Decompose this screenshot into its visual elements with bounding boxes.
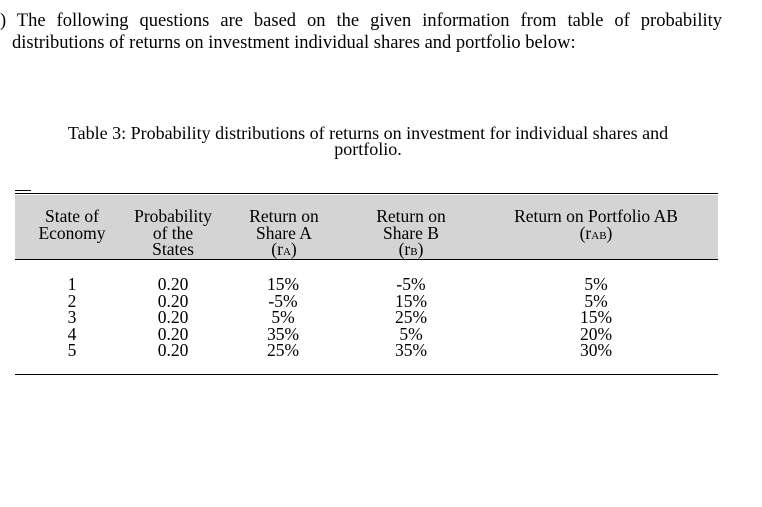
header-return-share-a xyxy=(236,208,332,261)
header-share-b-line-2: Share B xyxy=(383,222,439,243)
symbol-close: ) xyxy=(290,239,297,259)
column-portfolio xyxy=(567,276,625,359)
cell-probability: 0.20 xyxy=(157,340,189,360)
header-probability xyxy=(124,208,222,258)
cell-state: 3 xyxy=(67,307,77,327)
cell-share-b: 25% xyxy=(394,307,428,327)
caption-line-1: Table 3: Probability distributions of returns on investment for individual shares and xyxy=(67,123,669,143)
intro-line-1: ) The following questions are based on the given information from table of probability xyxy=(0,11,722,31)
header-state-line-2: Economy xyxy=(38,222,106,243)
symbol-close: ) xyxy=(417,239,424,259)
header-return-portfolio xyxy=(496,208,696,244)
header-prob-line-3: States xyxy=(152,239,194,259)
cell-share-b: 35% xyxy=(394,340,428,360)
symbol-sub-a: A xyxy=(282,246,291,258)
symbol-sub-b: B xyxy=(410,246,418,258)
column-state xyxy=(58,276,86,359)
header-prob-line-1: Probability xyxy=(134,206,212,226)
cell-portfolio: 5% xyxy=(584,274,608,294)
column-share-b xyxy=(382,276,440,359)
cell-share-a: 15% xyxy=(266,274,300,294)
header-portfolio-symbol xyxy=(496,222,696,245)
symbol-r: (r xyxy=(579,222,592,243)
header-share-a-symbol xyxy=(236,241,332,261)
symbol-sub-ab: AB xyxy=(591,229,607,242)
intro-paragraph xyxy=(0,10,722,54)
cell-probability: 0.20 xyxy=(157,323,189,344)
header-state-line-1: State of xyxy=(45,206,99,226)
caption-line-2: portfolio. xyxy=(334,139,402,159)
cell-state: 2 xyxy=(67,290,77,311)
cell-share-a: 25% xyxy=(266,340,300,360)
table-caption xyxy=(38,125,698,157)
header-share-a-line-2: Share A xyxy=(256,222,312,243)
header-share-b-symbol xyxy=(362,241,460,261)
symbol-close: ) xyxy=(606,222,613,243)
symbol-r: (r xyxy=(271,239,283,259)
cell-share-a: 35% xyxy=(266,323,300,344)
header-return-share-b xyxy=(362,208,460,261)
header-portfolio-line-1: Return on Portfolio AB xyxy=(514,206,678,226)
symbol-r: (r xyxy=(398,239,411,259)
cell-state: 4 xyxy=(67,323,77,344)
cell-state: 1 xyxy=(67,274,77,294)
table-top-rule xyxy=(15,193,718,194)
cell-share-b: 5% xyxy=(399,323,423,344)
cell-share-a: -5% xyxy=(268,290,298,311)
column-probability xyxy=(148,276,198,359)
header-share-a-line-1: Return on xyxy=(249,206,319,226)
header-share-b-line-1: Return on xyxy=(376,206,446,226)
header-prob-line-2: of the xyxy=(152,222,194,243)
cell-probability: 0.20 xyxy=(157,307,189,327)
cell-portfolio: 20% xyxy=(579,323,613,344)
column-share-a xyxy=(254,276,312,359)
table-top-mark xyxy=(15,190,31,191)
cell-probability: 0.20 xyxy=(157,274,189,294)
cell-share-b: 15% xyxy=(394,290,428,311)
cell-share-b: -5% xyxy=(396,274,426,294)
cell-portfolio: 30% xyxy=(579,340,613,360)
cell-probability: 0.20 xyxy=(157,290,189,311)
table-bottom-rule xyxy=(15,374,718,375)
intro-line-2: distributions of returns on investment individual shares and portfolio below: xyxy=(12,33,576,53)
cell-portfolio: 15% xyxy=(579,307,613,327)
cell-portfolio: 5% xyxy=(584,290,608,311)
header-state-of-economy xyxy=(28,208,116,241)
cell-state: 5 xyxy=(67,340,77,360)
cell-share-a: 5% xyxy=(271,307,295,327)
